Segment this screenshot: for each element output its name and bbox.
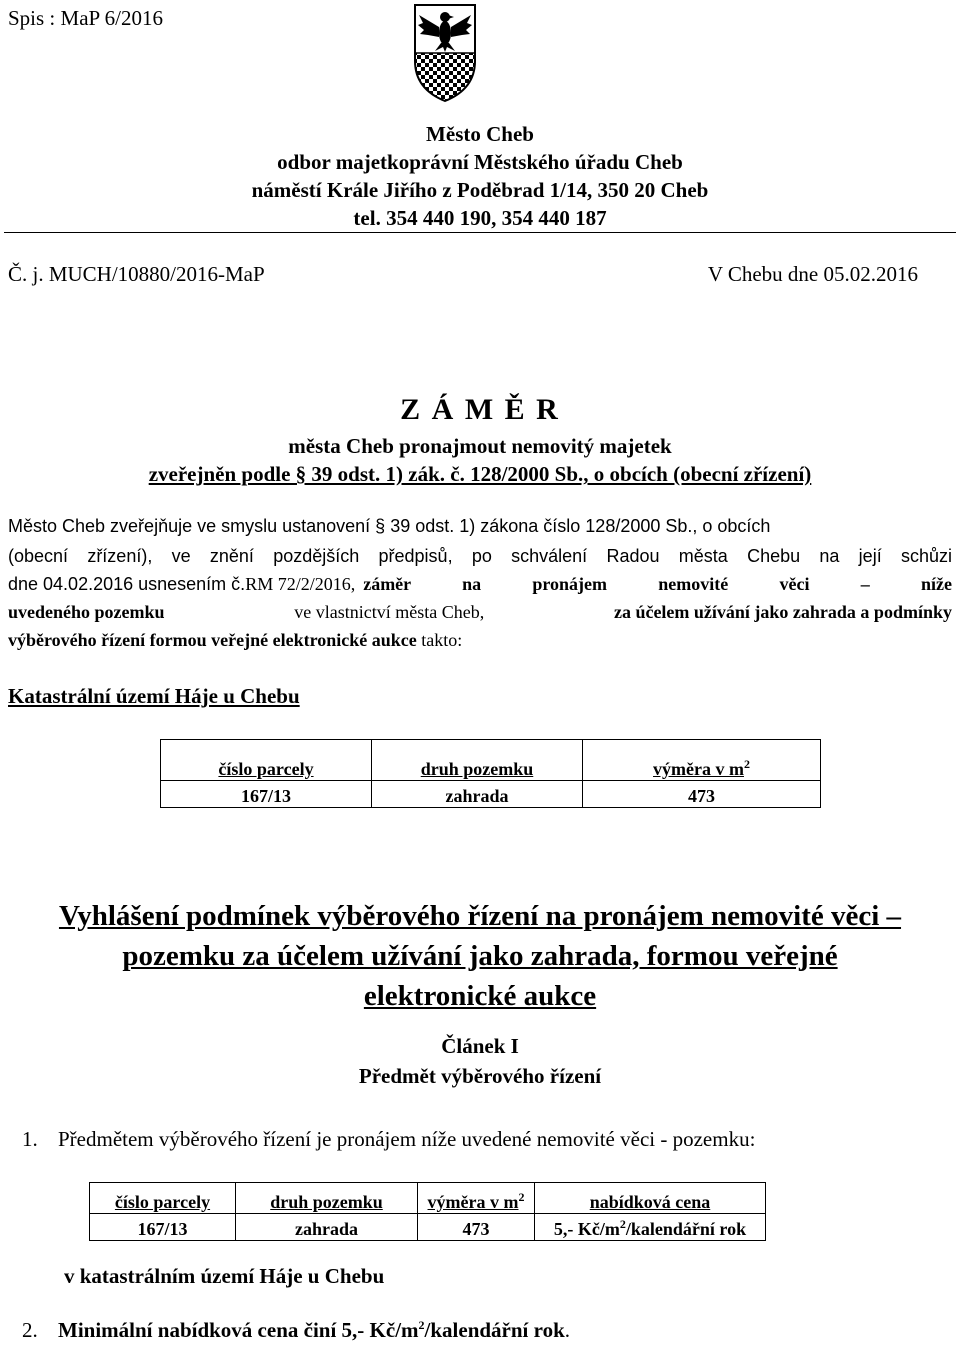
superscript: 2 bbox=[619, 1217, 626, 1231]
office-header bbox=[0, 120, 960, 232]
superscript: 2 bbox=[418, 1318, 425, 1332]
coat-of-arms-logo bbox=[413, 3, 477, 103]
table-cell: zahrada bbox=[372, 781, 583, 808]
announcement-line: pozemku za účelem užívání jako zahrada, formou veřejné bbox=[122, 940, 838, 972]
table-header-cell: číslo parcely bbox=[161, 740, 372, 781]
article-number: Článek I bbox=[441, 1034, 519, 1058]
price-text: 5,- Kč/m bbox=[553, 1219, 620, 1239]
table-row bbox=[161, 781, 821, 808]
min-price-text: Minimální nabídková cena činí 5,- Kč/m bbox=[58, 1318, 419, 1342]
paragraph-text: ve vlastnictví města Cheb, bbox=[294, 602, 485, 622]
document-subtitle: města Cheb pronajmout nemovitý majetek bbox=[288, 434, 672, 458]
item-text: Předmětem výběrového řízení je pronájem níže uvedené nemovité věci - pozemku: bbox=[58, 1127, 756, 1151]
table-header-cell: číslo parcely bbox=[90, 1183, 236, 1214]
announcement-line: elektronické aukce bbox=[363, 980, 597, 1012]
table-cell: zahrada bbox=[236, 1214, 418, 1241]
superscript: 2 bbox=[743, 757, 750, 771]
paragraph-text: výběrového řízení formou veřejné elektronické aukce bbox=[8, 630, 417, 650]
header-address: náměstí Krále Jiřího z Poděbrad 1/14, 350 20 Cheb bbox=[251, 178, 709, 202]
paragraph-text: dne 04.02.2016 usnesením č. bbox=[8, 574, 246, 594]
paragraph-intent: záměr na pronájem nemovité věci – níže bbox=[363, 574, 952, 594]
cadastral-area-heading: Katastrální území Háje u Chebu bbox=[8, 684, 300, 708]
header-divider bbox=[4, 232, 956, 233]
header-text: výměra v m bbox=[427, 1192, 519, 1212]
paragraph-line-1 bbox=[8, 516, 952, 537]
document-title: Z Á M Ě R bbox=[400, 393, 560, 426]
header-city: Město Cheb bbox=[426, 122, 534, 146]
reference-number: Č. j. MUCH/10880/2016-MaP bbox=[8, 262, 265, 286]
parcel-table bbox=[160, 739, 821, 808]
table-cell: 473 bbox=[418, 1214, 535, 1241]
table-header-cell: druh pozemku bbox=[372, 740, 583, 781]
paragraph-text: za účelem užívání jako zahrada a podmínky bbox=[613, 602, 952, 622]
paragraph-text: Město Cheb zveřejňuje ve smyslu ustanovení § 39 odst. 1) zákona číslo 128/2000 Sb., o obcích bbox=[8, 516, 771, 536]
item-number: 2. bbox=[22, 1318, 38, 1342]
price-unit: /kalendářní rok bbox=[625, 1219, 747, 1239]
file-reference: Spis : MaP 6/2016 bbox=[8, 6, 163, 30]
paragraph-line-5 bbox=[8, 630, 952, 651]
table-header-cell: druh pozemku bbox=[236, 1183, 418, 1214]
table-cell: 473 bbox=[583, 781, 821, 808]
header-department: odbor majetkoprávní Městského úřadu Cheb bbox=[277, 150, 683, 174]
paragraph-line-3 bbox=[8, 574, 952, 595]
header-text: výměra v m bbox=[653, 759, 744, 779]
table-header-row bbox=[161, 740, 821, 781]
paragraph-text: takto: bbox=[421, 630, 463, 650]
article-title: Předmět výběrového řízení bbox=[358, 1064, 602, 1088]
table-cell: 167/13 bbox=[90, 1214, 236, 1241]
document-date: V Chebu dne 05.02.2016 bbox=[707, 262, 918, 286]
superscript: 2 bbox=[518, 1190, 525, 1204]
table-cell: 167/13 bbox=[161, 781, 372, 808]
table-header-cell: nabídková cena bbox=[535, 1183, 766, 1214]
paragraph-resolution: RM 72/2/2016, bbox=[245, 574, 356, 594]
table-header-cell bbox=[583, 740, 821, 781]
cadastral-area-line: v katastrálním území Háje u Chebu bbox=[64, 1264, 385, 1288]
table-header-row bbox=[90, 1183, 766, 1214]
announcement-heading bbox=[0, 896, 960, 1016]
announcement-line: Vyhlášení podmínek výběrového řízení na pronájem nemovité věci – bbox=[58, 900, 902, 932]
paragraph-text: uvedeného pozemku bbox=[8, 602, 165, 622]
legal-basis: zveřejněn podle § 39 odst. 1) zák. č. 128/2000 Sb., o obcích (obecní zřízení) bbox=[148, 462, 812, 486]
table-row bbox=[90, 1214, 766, 1241]
paragraph-line-2: (obecní zřízení), ve znění pozdějších předpisů, po schválení Radou města Chebu na její schůzi bbox=[8, 546, 952, 566]
header-phone: tel. 354 440 190, 354 440 187 bbox=[353, 206, 607, 230]
table-cell bbox=[535, 1214, 766, 1241]
min-price-unit: /kalendářní rok bbox=[424, 1318, 565, 1342]
full-stop: . bbox=[564, 1318, 571, 1342]
table-header-cell bbox=[418, 1183, 535, 1214]
paragraph-line-4 bbox=[8, 602, 952, 623]
item-number: 1. bbox=[22, 1127, 38, 1151]
item-text bbox=[58, 1318, 570, 1343]
auction-table bbox=[89, 1182, 766, 1241]
